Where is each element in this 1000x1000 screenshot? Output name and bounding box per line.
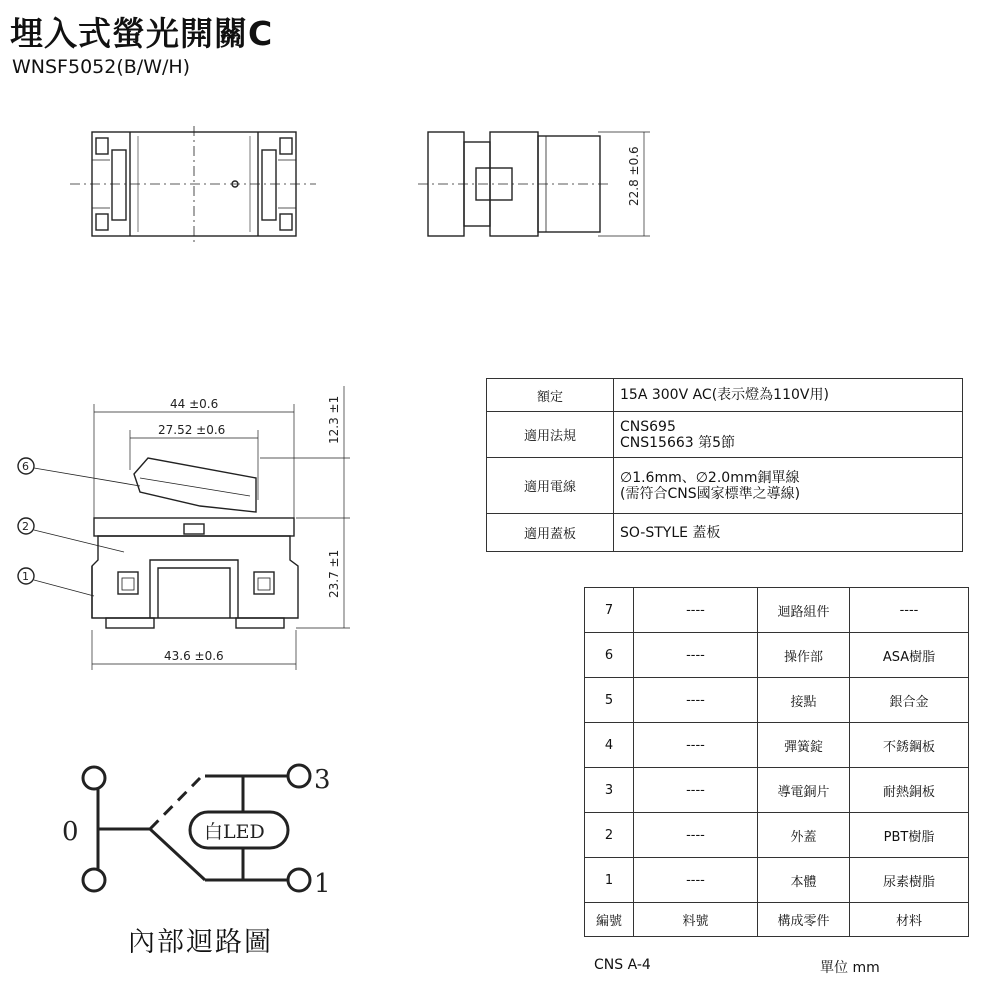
spec-label: 適用電線: [487, 458, 614, 514]
part-name: 彈簧錠: [758, 723, 850, 768]
callout-1: 1: [22, 570, 29, 583]
table-row: [585, 813, 969, 858]
part-material: ASA樹脂: [850, 633, 969, 678]
dim-height-side: 22.8 ±0.6: [627, 146, 641, 206]
circuit-title: 內部迴路圖: [128, 927, 273, 958]
standard-note: CNS A-4: [594, 957, 651, 973]
spec-value-line: 15A 300V AC(表示燈為110V用): [620, 387, 829, 403]
spec-label: 適用蓋板: [487, 514, 614, 552]
led-label: 白LED: [204, 821, 265, 843]
spec-label: 適用法規: [487, 412, 614, 458]
terminal-0-label: 0: [62, 817, 79, 847]
part-code: ----: [634, 678, 758, 723]
table-row: [585, 723, 969, 768]
spec-value: [614, 458, 963, 514]
model-number: WNSF5052(B/W/H): [12, 56, 191, 78]
callout-2: 2: [22, 520, 29, 533]
part-name: 導電銅片: [758, 768, 850, 813]
spec-table: [486, 378, 963, 552]
page-title: 埋入式螢光開關C: [10, 14, 274, 53]
part-material: ----: [850, 588, 969, 633]
spec-row: [487, 379, 963, 412]
part-code: ----: [634, 723, 758, 768]
table-row: [585, 678, 969, 723]
dim-height-top: 12.3 ±1: [327, 395, 341, 444]
part-code: ----: [634, 813, 758, 858]
dim-width-bottom: 43.6 ±0.6: [164, 649, 224, 663]
part-no: 4: [585, 723, 634, 768]
side-view-drawing: [418, 132, 650, 236]
header-no: 編號: [585, 903, 634, 937]
part-material: 銀合金: [850, 678, 969, 723]
part-name: 迴路組件: [758, 588, 850, 633]
part-no: 1: [585, 858, 634, 903]
spec-value: [614, 514, 963, 552]
header-material: 材料: [850, 903, 969, 937]
unit-note: 單位 mm: [820, 960, 880, 976]
top-view-drawing: [70, 126, 316, 244]
table-header-row: [585, 903, 969, 937]
spec-value-line: CNS15663 第5節: [620, 434, 736, 451]
spec-row: [487, 514, 963, 552]
part-no: 6: [585, 633, 634, 678]
part-code: ----: [634, 588, 758, 633]
callout-6: 6: [22, 460, 29, 473]
spec-row: [487, 458, 963, 514]
dim-height-body: 23.7 ±1: [327, 549, 341, 598]
part-name: 接點: [758, 678, 850, 723]
dim-width-inner: 27.52 ±0.6: [158, 423, 226, 437]
spec-value: [614, 412, 963, 458]
spec-label: 額定: [487, 379, 614, 412]
part-name: 外蓋: [758, 813, 850, 858]
table-row: [585, 858, 969, 903]
terminal-1-label: 1: [314, 869, 331, 899]
part-no: 7: [585, 588, 634, 633]
header-code: 料號: [634, 903, 758, 937]
header-name: 構成零件: [758, 903, 850, 937]
part-material: 不銹鋼板: [850, 723, 969, 768]
spec-value-line: (需符合CNS國家標準之導線): [620, 485, 801, 502]
circuit-diagram: [83, 765, 310, 891]
part-material: 耐熱銅板: [850, 768, 969, 813]
spec-value-line: ∅1.6mm、∅2.0mm銅單線: [620, 469, 800, 486]
part-code: ----: [634, 633, 758, 678]
part-no: 2: [585, 813, 634, 858]
spec-value: [614, 379, 963, 412]
parts-table: [584, 587, 969, 937]
part-no: 5: [585, 678, 634, 723]
part-code: ----: [634, 858, 758, 903]
spec-value-line: SO-STYLE 蓋板: [620, 524, 721, 541]
table-row: [585, 588, 969, 633]
part-material: 尿素樹脂: [850, 858, 969, 903]
part-no: 3: [585, 768, 634, 813]
part-name: 操作部: [758, 633, 850, 678]
part-material: PBT樹脂: [850, 813, 969, 858]
terminal-3-label: 3: [314, 765, 331, 795]
part-name: 本體: [758, 858, 850, 903]
spec-value-line: CNS695: [620, 418, 676, 435]
spec-row: [487, 412, 963, 458]
table-row: [585, 768, 969, 813]
table-row: [585, 633, 969, 678]
dim-width-top: 44 ±0.6: [170, 397, 219, 411]
part-code: ----: [634, 768, 758, 813]
